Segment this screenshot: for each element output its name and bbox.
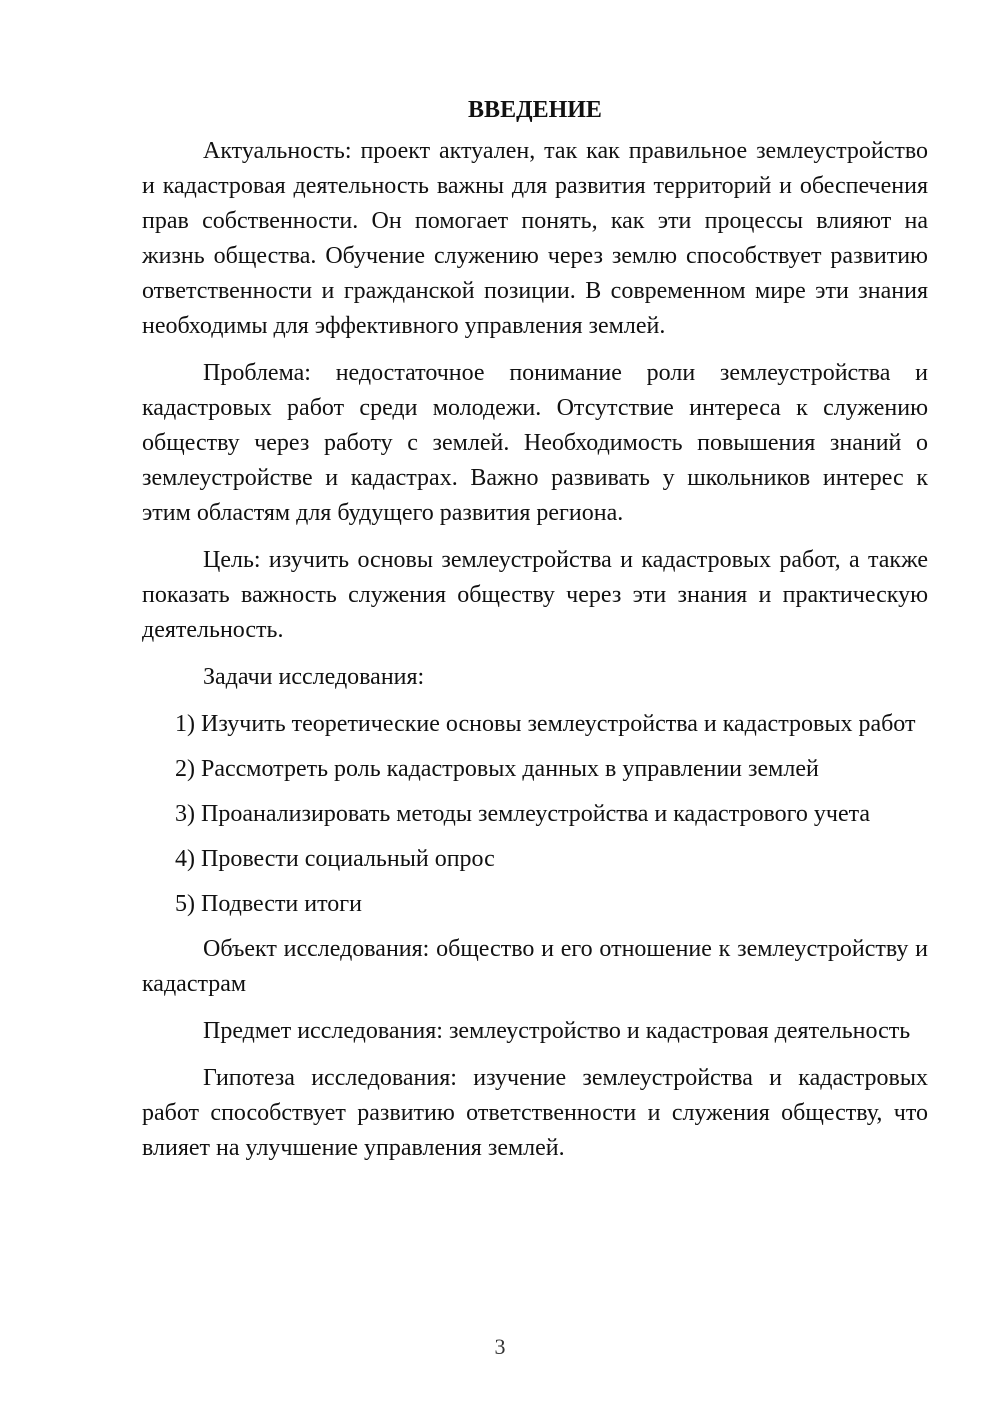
list-item: 2) Рассмотреть роль кадастровых данных в управлении землей: [175, 756, 819, 782]
paragraph-relevance: Актуальность: проект актуален, так как правильное землеустройство и кадастровая деятельность важны для развития территорий и обеспечения прав собственности. Он помогает понять, как эти процессы влияют на жизнь общества. Обучение служению через землю способствует развитию ответственности и гражданской позиции. В современном мире эти знания необходимы для эффективного управления землей.: [142, 138, 928, 339]
list-item: 1) Изучить теоретические основы землеустройства и кадастровых работ: [175, 711, 916, 737]
list-item: 4) Провести социальный опрос: [175, 846, 495, 872]
tasks-title: Задачи исследования:: [203, 664, 425, 690]
document-page: [142, 90, 928, 1178]
document-heading: ВВЕДЕНИЕ: [468, 97, 602, 123]
paragraph-problem: Проблема: недостаточное понимание роли землеустройства и кадастровых работ среди молодежи. Отсутствие интереса к служению обществу через работу с землей. Необходимость повышения знаний о землеустройстве и кадастрах. Важно развивать у школьников интерес к этим областям для будущего развития региона.: [142, 360, 928, 526]
paragraph-hypothesis: Гипотеза исследования: изучение землеустройства и кадастровых работ способствует развитию ответственности и служения обществу, что влияет на улучшение управления землей.: [142, 1065, 928, 1161]
list-item: 3) Проанализировать методы землеустройства и кадастрового учета: [175, 801, 871, 827]
tasks-list: [142, 707, 928, 922]
list-item: 5) Подвести итоги: [175, 891, 362, 917]
paragraph-object: Объект исследования: общество и его отношение к землеустройству и кадастрам: [142, 936, 928, 997]
paragraph-subject: Предмет исследования: землеустройство и кадастровая деятельность: [203, 1018, 911, 1044]
page-number: 3: [494, 1334, 506, 1359]
paragraph-goal: Цель: изучить основы землеустройства и кадастровых работ, а также показать важность служения обществу через эти знания и практическую деятельность.: [142, 547, 928, 643]
